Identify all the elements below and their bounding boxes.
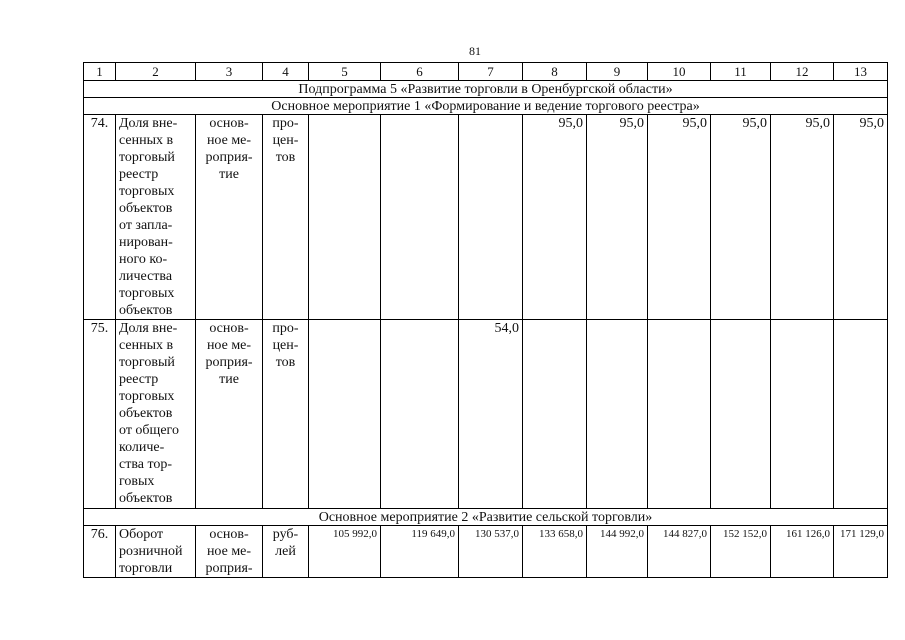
table-header-col-12: 12 (771, 63, 834, 81)
table-header-col-11: 11 (711, 63, 771, 81)
activity-1-title: Основное мероприятие 1 «Формирование и ведение торгового реестра» (84, 98, 888, 115)
table-row-75 (84, 320, 888, 509)
row-76-col-6: 119 649,0 (381, 526, 459, 578)
row-74-col-9: 95,0 (587, 115, 648, 320)
table-header-col-1: 1 (84, 63, 116, 81)
row-74-col-8: 95,0 (523, 115, 587, 320)
row-76-indicator-name: Оборот розничной торговли (116, 526, 196, 578)
row-74-col-13: 95,0 (834, 115, 888, 320)
row-74-number: 74. (84, 115, 116, 320)
row-74-activity-type: основ- ное ме- роприя- тие (196, 115, 263, 320)
table-header-col-3: 3 (196, 63, 263, 81)
table-header-col-4: 4 (263, 63, 309, 81)
row-75-col-12 (771, 320, 834, 509)
row-75-col-6 (381, 320, 459, 509)
row-75-col-9 (587, 320, 648, 509)
activity-1-row (84, 98, 888, 115)
row-74-col-6 (381, 115, 459, 320)
row-76-col-13: 171 129,0 (834, 526, 888, 578)
table-header-col-8: 8 (523, 63, 587, 81)
row-75-indicator-name: Доля вне- сенных в торговый реестр торговых объектов от общего количе- ства тор- говых объектов (116, 320, 196, 509)
table-header-col-13: 13 (834, 63, 888, 81)
row-75-col-13 (834, 320, 888, 509)
row-74-unit: про- цен- тов (263, 115, 309, 320)
activity-2-row (84, 509, 888, 526)
subprogram-row (84, 81, 888, 98)
activity-2-title: Основное мероприятие 2 «Развитие сельской торговли» (84, 509, 888, 526)
row-74-col-7 (459, 115, 523, 320)
table-header-row (84, 63, 888, 81)
row-74-indicator-name: Доля вне- сенных в торговый реестр торговых объектов от запла- нирован- ного ко- личества торговых объектов (116, 115, 196, 320)
row-76-col-10: 144 827,0 (648, 526, 711, 578)
row-75-number: 75. (84, 320, 116, 509)
row-75-unit: про- цен- тов (263, 320, 309, 509)
subprogram-title: Подпрограмма 5 «Развитие торговли в Оренбургской области» (84, 81, 888, 98)
table-header-col-9: 9 (587, 63, 648, 81)
row-76-col-11: 152 152,0 (711, 526, 771, 578)
row-76-col-7: 130 537,0 (459, 526, 523, 578)
row-76-col-9: 144 992,0 (587, 526, 648, 578)
row-74-col-11: 95,0 (711, 115, 771, 320)
table-row-76 (84, 526, 888, 578)
row-74-col-12: 95,0 (771, 115, 834, 320)
table-row-74 (84, 115, 888, 320)
indicators-table (83, 62, 888, 578)
row-75-col-5 (309, 320, 381, 509)
row-75-col-7: 54,0 (459, 320, 523, 509)
table-header-col-6: 6 (381, 63, 459, 81)
row-74-col-10: 95,0 (648, 115, 711, 320)
table-header-col-5: 5 (309, 63, 381, 81)
row-76-col-8: 133 658,0 (523, 526, 587, 578)
row-76-unit: руб- лей (263, 526, 309, 578)
row-76-activity-type: основ- ное ме- роприя- (196, 526, 263, 578)
table-header-col-7: 7 (459, 63, 523, 81)
row-75-activity-type: основ- ное ме- роприя- тие (196, 320, 263, 509)
table-header-col-10: 10 (648, 63, 711, 81)
row-75-col-11 (711, 320, 771, 509)
row-75-col-8 (523, 320, 587, 509)
page-number: 81 (469, 44, 481, 58)
row-76-col-5: 105 992,0 (309, 526, 381, 578)
row-76-number: 76. (84, 526, 116, 578)
row-74-col-5 (309, 115, 381, 320)
table-header-col-2: 2 (116, 63, 196, 81)
row-75-col-10 (648, 320, 711, 509)
row-76-col-12: 161 126,0 (771, 526, 834, 578)
